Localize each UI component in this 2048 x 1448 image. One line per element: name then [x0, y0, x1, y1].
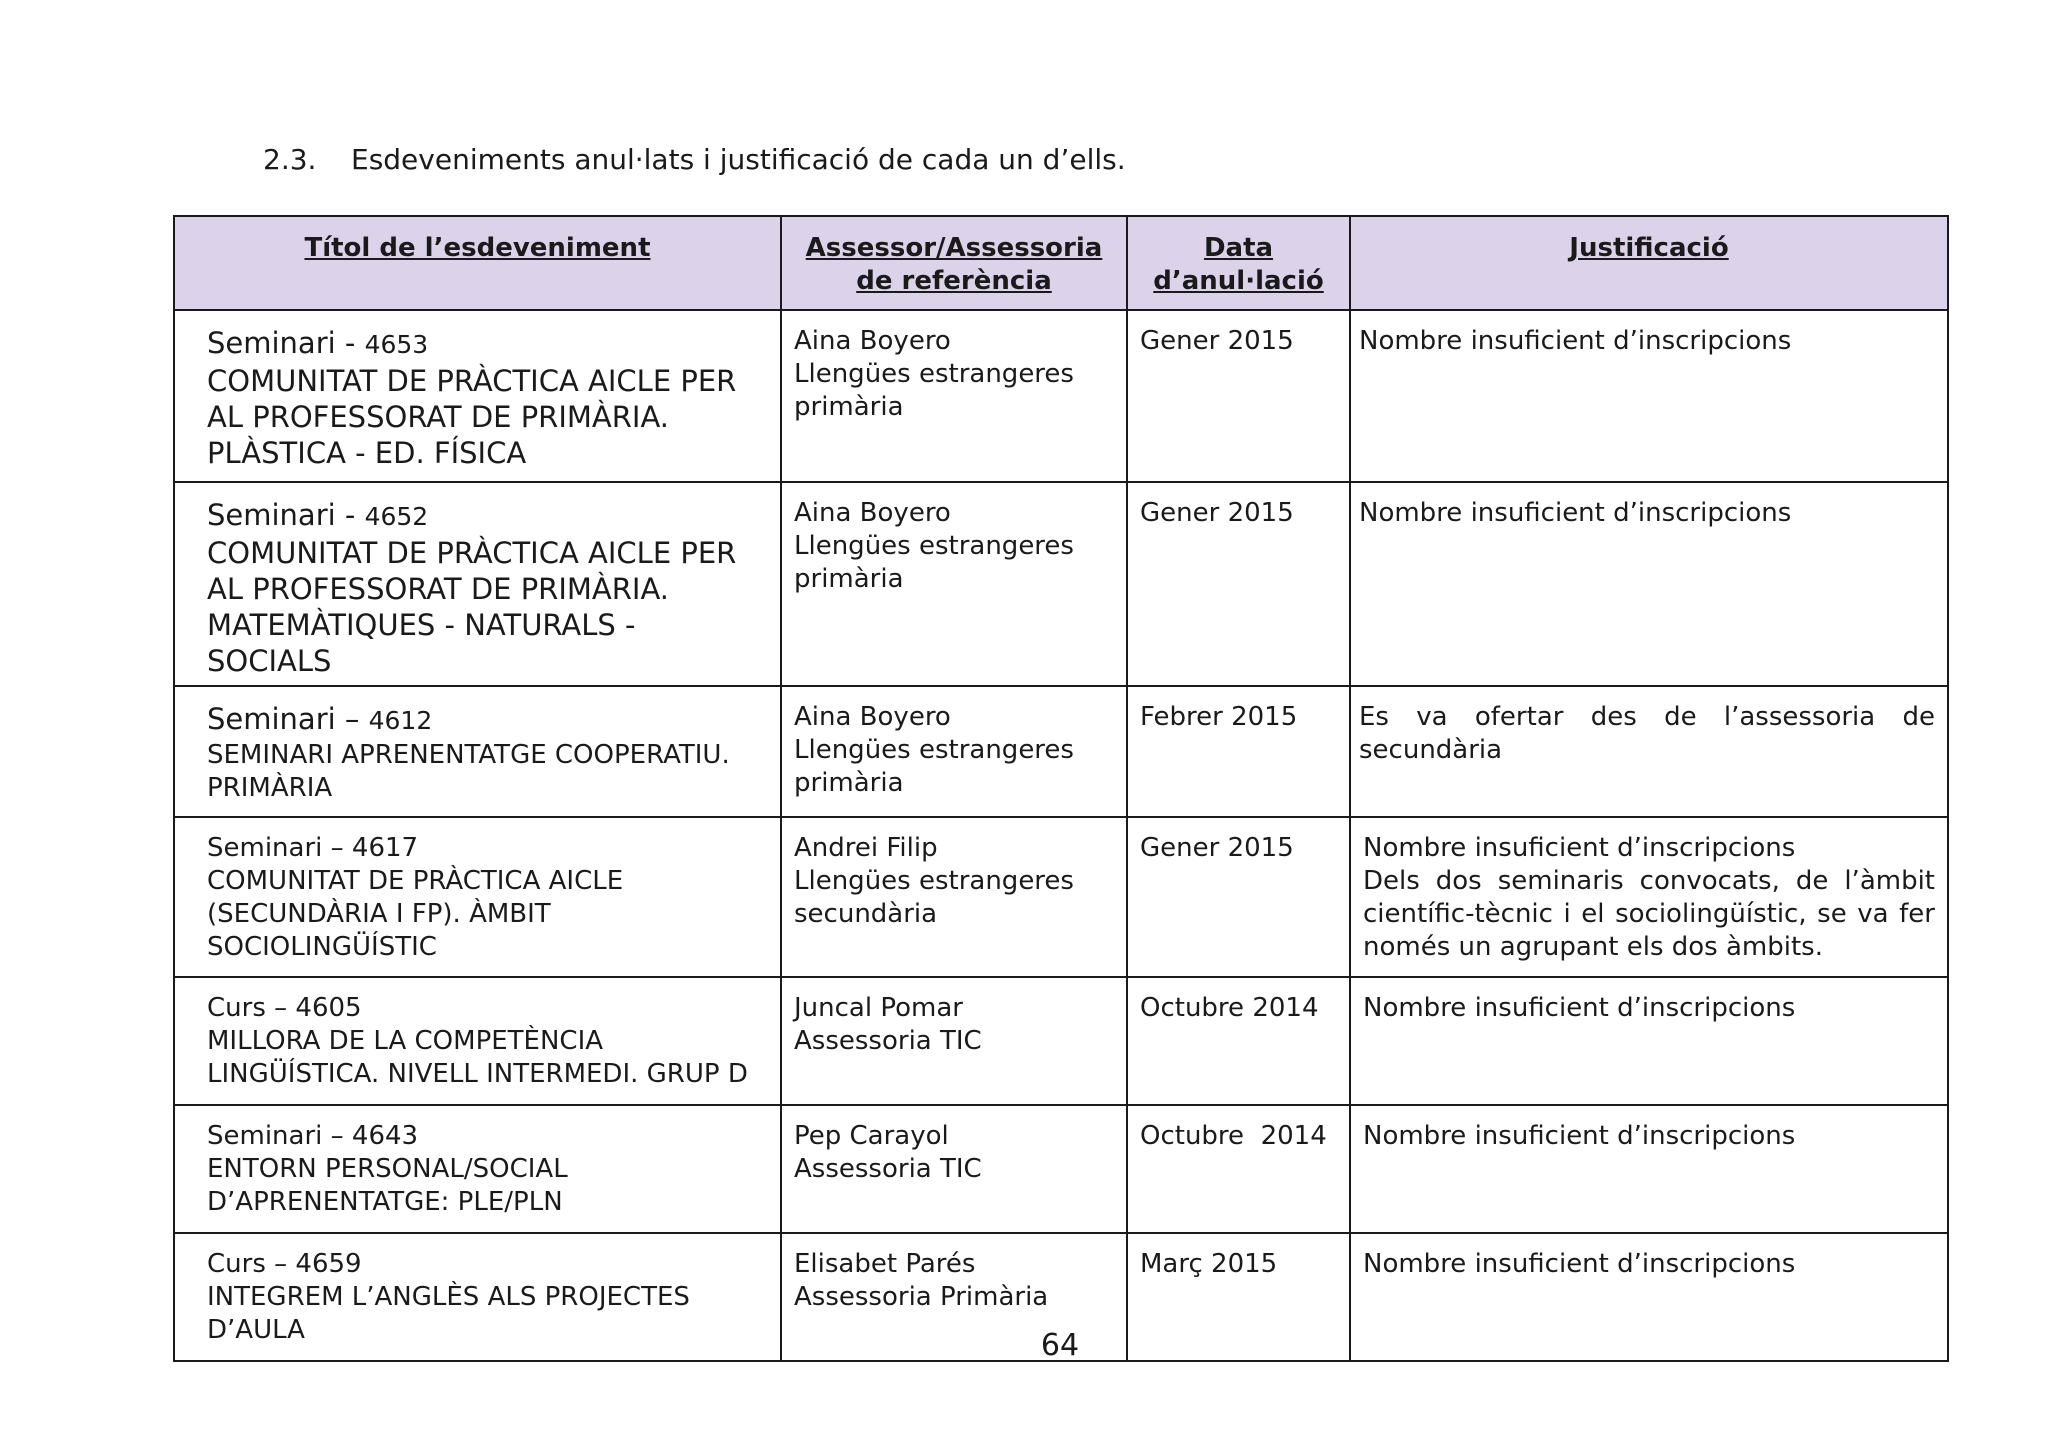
advisor-name: Juncal Pomar: [794, 993, 963, 1023]
header-cancellation-date: Data d’anul·lació: [1127, 216, 1350, 310]
advisor-cell: [781, 482, 1127, 686]
event-label: Curs – 4659: [207, 1249, 362, 1279]
event-title-line: ENTORN PERSONAL/SOCIAL: [207, 1154, 568, 1184]
header-justification: Justificació: [1350, 216, 1948, 310]
event-title-line: D’AULA: [207, 1315, 305, 1345]
advisor-cell: [781, 817, 1127, 977]
justification-cell: [1350, 977, 1948, 1105]
justification-text: Nombre insuficient d’inscripcions: [1359, 498, 1792, 528]
table-row: [174, 1105, 1948, 1233]
cancellation-date-cell: Gener 2015: [1127, 310, 1350, 482]
advisor-cell: [781, 310, 1127, 482]
event-title-line: MATEMÀTIQUES - NATURALS - SOCIALS: [207, 608, 636, 678]
advisory-line: Assessoria Primària: [794, 1282, 1049, 1312]
justification-cell: [1350, 310, 1948, 482]
section-title: Esdeveniments anul·lats i justificació de cada un d’ells.: [351, 143, 1126, 176]
table-header-row: [174, 216, 1948, 310]
table-row: [174, 686, 1948, 817]
cancelled-events-table: [173, 215, 1949, 1362]
event-label: Seminari - 4653: [207, 326, 429, 360]
event-title-line: LINGÜÍSTICA. NIVELL INTERMEDI. GRUP D: [207, 1059, 748, 1089]
advisor-name: Aina Boyero: [794, 498, 951, 528]
advisory-line: Llengües estrangeres: [794, 359, 1074, 389]
event-title-line: SEMINARI APRENENTATGE COOPERATIU.: [207, 740, 730, 770]
advisory-line: Assessoria TIC: [794, 1154, 982, 1184]
event-title-line: AL PROFESSORAT DE PRIMÀRIA.: [207, 400, 669, 434]
event-title-line: MILLORA DE LA COMPETÈNCIA: [207, 1026, 604, 1056]
justification-text: Nombre insuficient d’inscripcions: [1363, 1121, 1796, 1151]
event-title-line: PRIMÀRIA: [207, 773, 333, 803]
event-title-line: COMUNITAT DE PRÀCTICA AICLE PER: [207, 536, 737, 570]
advisory-line: Llengües estrangeres: [794, 866, 1074, 896]
cancellation-date-cell: Octubre 2014: [1127, 977, 1350, 1105]
event-label: Seminari – 4643: [207, 1121, 419, 1151]
header-title: Títol de l’esdeveniment: [174, 216, 781, 310]
event-label: Seminari – 4612: [207, 702, 433, 736]
advisor-name: Pep Carayol: [794, 1121, 949, 1151]
event-title-line: SOCIOLINGÜÍSTIC: [207, 932, 437, 962]
advisor-cell: [781, 977, 1127, 1105]
table-row: [174, 310, 1948, 482]
justification-cell: [1350, 817, 1948, 977]
header-advisor: Assessor/Assessoria de referència: [781, 216, 1127, 310]
table-row: [174, 482, 1948, 686]
advisor-cell: [781, 1105, 1127, 1233]
justification-cell: [1350, 482, 1948, 686]
advisory-line: Llengües estrangeres: [794, 531, 1074, 561]
advisory-line: Assessoria TIC: [794, 1026, 982, 1056]
event-title-cell: [174, 1105, 781, 1233]
cancellation-date-cell: Gener 2015: [1127, 482, 1350, 686]
justification-text: Nombre insuficient d’inscripcions: [1363, 1249, 1796, 1279]
advisory-line: primària: [794, 564, 904, 594]
event-title-cell: [174, 310, 781, 482]
event-title-line: AL PROFESSORAT DE PRIMÀRIA.: [207, 572, 669, 606]
justification-cell: [1350, 1105, 1948, 1233]
table-row: [174, 977, 1948, 1105]
advisor-name: Andrei Filip: [794, 833, 938, 863]
justification-text: Nombre insuficient d’inscripcions: [1359, 326, 1792, 356]
event-title-cell: [174, 482, 781, 686]
event-title-line: COMUNITAT DE PRÀCTICA AICLE: [207, 866, 624, 896]
advisor-name: Elisabet Parés: [794, 1249, 976, 1279]
page-number: 64: [1040, 1328, 1080, 1363]
advisory-line: secundària: [794, 899, 938, 929]
advisory-line: primària: [794, 768, 904, 798]
event-title-cell: [174, 817, 781, 977]
advisor-name: Aina Boyero: [794, 326, 951, 356]
event-title-line: PLÀSTICA - ED. FÍSICA: [207, 436, 527, 470]
cancellation-date-cell: Març 2015: [1127, 1233, 1350, 1361]
table-row: [174, 817, 1948, 977]
advisor-name: Aina Boyero: [794, 702, 951, 732]
event-title-line: INTEGREM L’ANGLÈS ALS PROJECTES: [207, 1282, 690, 1312]
advisor-cell: [781, 686, 1127, 817]
event-title-line: D’APRENENTATGE: PLE/PLN: [207, 1187, 563, 1217]
event-label: Curs – 4605: [207, 993, 362, 1023]
cancellation-date-cell: Gener 2015: [1127, 817, 1350, 977]
justification-cell: [1350, 686, 1948, 817]
event-title-line: COMUNITAT DE PRÀCTICA AICLE PER: [207, 364, 737, 398]
justification-text: Nombre insuficient d’inscripcions: [1363, 993, 1796, 1023]
event-label: Seminari – 4617: [207, 833, 419, 863]
event-title-line: (SECUNDÀRIA I FP). ÀMBIT: [207, 899, 551, 929]
cancellation-date-cell: Octubre 2014: [1127, 1105, 1350, 1233]
event-title-cell: [174, 977, 781, 1105]
event-title-cell: [174, 686, 781, 817]
advisory-line: Llengües estrangeres: [794, 735, 1074, 765]
event-label: Seminari - 4652: [207, 498, 429, 532]
section-number: 2.3.: [263, 143, 317, 176]
cancellation-date-cell: Febrer 2015: [1127, 686, 1350, 817]
justification-text: Es va ofertar des de l’assessoria de secundària: [1359, 702, 1935, 765]
justification-text: Nombre insuficient d’inscripcions: [1363, 833, 1796, 863]
section-heading: [263, 140, 1126, 180]
justification-detail: Dels dos seminaris convocats, de l’àmbit científic-tècnic i el sociolingüístic, se va fer només un agrupant els dos àmbits.: [1363, 866, 1935, 962]
advisory-line: primària: [794, 392, 904, 422]
